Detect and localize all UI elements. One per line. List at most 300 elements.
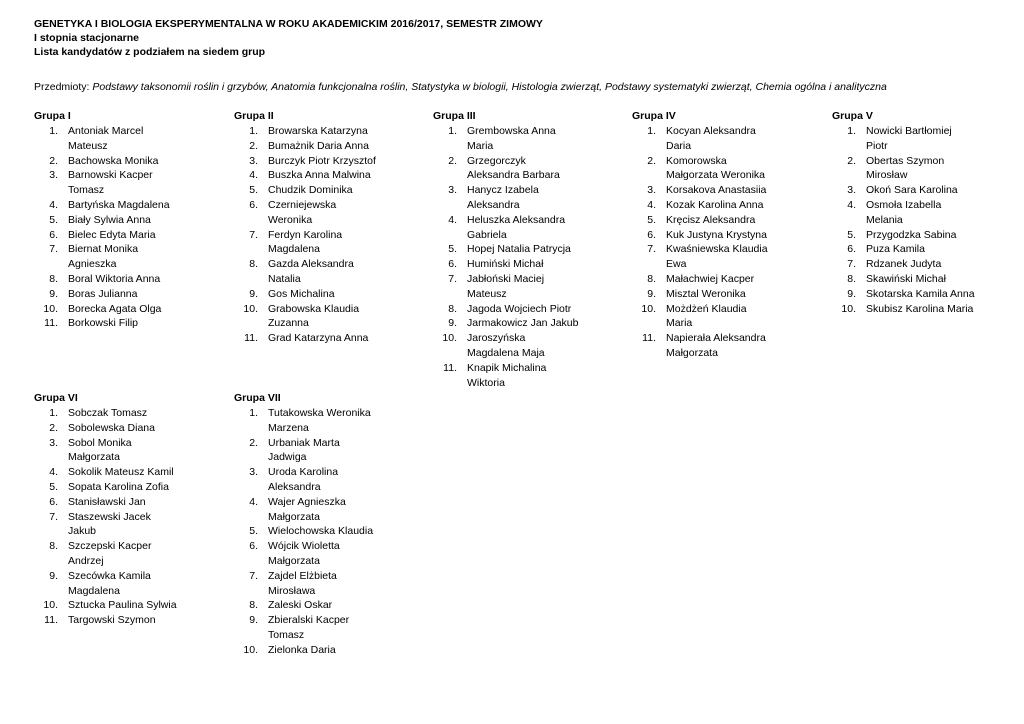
item-number: 1. [49, 125, 58, 137]
item-number: 1. [249, 125, 258, 137]
name-line-1: Skawiński Michał [866, 272, 946, 285]
name-line-1: Kwaśniewska Klaudia [666, 243, 768, 256]
name-line-1: Małachwiej Kacper [666, 272, 755, 285]
student-name [68, 168, 186, 198]
student-name [268, 495, 386, 525]
name-line-1: Sopata Karolina Zofia [68, 480, 169, 493]
item-number: 6. [49, 495, 58, 508]
item-number: 9. [448, 317, 457, 330]
name-line-2: Jadwiga [268, 451, 307, 464]
list-item [234, 139, 386, 154]
name-line-2: Andrzej [68, 554, 104, 567]
group-member-list [632, 124, 784, 361]
list-item [234, 569, 386, 599]
item-number: 7. [249, 228, 258, 241]
list-item [832, 198, 984, 228]
group-title: Grupa III [433, 110, 476, 122]
item-number: 6. [448, 258, 457, 271]
name-line-2: Magdalena [268, 243, 320, 256]
name-line-1: Gazda Aleksandra [268, 258, 354, 271]
list-item [433, 302, 585, 317]
item-number: 8. [448, 302, 457, 315]
student-name [268, 406, 386, 436]
name-line-2: Mateusz [68, 139, 108, 152]
name-line-1: Puza Kamila [866, 243, 925, 256]
item-number: 5. [847, 228, 856, 241]
item-number: 9. [847, 287, 856, 300]
student-name [268, 257, 386, 287]
name-line-1: Bartyńska Magdalena [68, 198, 170, 211]
item-number: 3. [647, 184, 656, 197]
name-line-1: Komorowska [666, 154, 727, 167]
item-number: 10. [43, 302, 58, 315]
name-line-1: Grabowska Klaudia [268, 302, 360, 315]
item-number: 4. [49, 466, 58, 479]
group-3 [433, 109, 585, 390]
item-number: 8. [847, 272, 856, 285]
student-name [666, 198, 784, 213]
name-line-1: Uroda Karolina [268, 466, 339, 479]
item-number: 6. [647, 228, 656, 241]
list-item [234, 183, 386, 198]
name-line-1: Hanycz Izabela [467, 184, 539, 197]
item-number: 5. [249, 525, 258, 538]
list-item [234, 598, 386, 613]
student-name [268, 302, 386, 332]
item-number: 7. [49, 243, 58, 256]
student-name [268, 331, 386, 346]
name-line-2: Tomasz [68, 184, 105, 197]
name-line-1: Kozak Karolina Anna [666, 198, 764, 211]
name-line-1: Szecówka Kamila [68, 569, 151, 582]
student-name [866, 302, 984, 317]
name-line-1: Bachowska Monika [68, 154, 159, 167]
name-line-1: Bielec Edyta Maria [68, 228, 156, 241]
list-item [433, 331, 585, 361]
name-line-1: Zajdel Elżbieta [268, 569, 337, 582]
item-number: 3. [847, 184, 856, 197]
name-line-1: Możdżeń Klaudia [666, 302, 747, 315]
student-name [268, 436, 386, 466]
item-number: 2. [847, 154, 856, 167]
list-item [34, 465, 186, 480]
name-line-1: Napierała Aleksandra [666, 332, 766, 345]
list-item [632, 302, 784, 332]
group-2 [234, 109, 386, 346]
group-member-list [34, 124, 186, 331]
item-number: 9. [647, 287, 656, 300]
name-line-2: Małgorzata Weronika [666, 169, 766, 182]
student-name [68, 539, 186, 569]
name-line-2: Melania [866, 213, 903, 226]
name-line-2: Małgorzata [68, 451, 120, 464]
group-6 [34, 391, 186, 628]
student-name [68, 242, 186, 272]
student-name [467, 331, 585, 361]
list-item [34, 228, 186, 243]
list-item [433, 257, 585, 272]
list-item [632, 124, 784, 154]
name-line-1: Przygodzka Sabina [866, 228, 957, 241]
student-name [68, 198, 186, 213]
name-line-1: Wójcik Wioletta [268, 540, 340, 553]
group-title: Grupa V [832, 110, 873, 122]
list-item [632, 198, 784, 213]
list-item [832, 287, 984, 302]
item-number: 6. [249, 540, 258, 553]
list-item [832, 124, 984, 154]
name-line-1: Kręcisz Aleksandra [666, 213, 756, 226]
item-number: 11. [44, 614, 58, 627]
name-line-2: Daria [666, 139, 692, 152]
list-item [832, 228, 984, 243]
name-line-1: Skotarska Kamila Anna [866, 287, 975, 300]
name-line-1: Rdzanek Judyta [866, 258, 942, 271]
item-number: 7. [249, 569, 258, 582]
list-item [34, 495, 186, 510]
item-number: 4. [249, 169, 258, 182]
student-name [268, 465, 386, 495]
student-name [666, 272, 784, 287]
item-number: 4. [448, 213, 457, 226]
list-item [234, 287, 386, 302]
student-name [68, 406, 186, 421]
name-line-1: Kocyan Aleksandra [666, 125, 756, 137]
list-item [832, 154, 984, 184]
name-line-1: Sobol Monika [68, 436, 132, 449]
student-name [866, 242, 984, 257]
list-item [34, 272, 186, 287]
list-item [234, 643, 386, 658]
item-number: 8. [249, 599, 258, 612]
name-line-2: Mirosława [268, 584, 316, 597]
item-number: 6. [49, 228, 58, 241]
list-item [34, 302, 186, 317]
student-name [866, 257, 984, 272]
group-member-list [34, 406, 186, 628]
name-line-2: Weronika [268, 213, 313, 226]
group-4 [632, 109, 784, 361]
name-line-1: Jarmakowicz Jan Jakub [467, 317, 579, 330]
name-line-2: Magdalena Maja [467, 346, 545, 359]
student-name [68, 302, 186, 317]
name-line-2: Maria [467, 139, 494, 152]
item-number: 1. [49, 407, 58, 419]
student-name [268, 168, 386, 183]
student-name [268, 183, 386, 198]
item-number: 10. [43, 599, 58, 612]
list-item [632, 331, 784, 361]
list-item [234, 436, 386, 466]
name-line-1: Wajer Agnieszka [268, 495, 346, 508]
name-line-1: Grembowska Anna [467, 125, 556, 137]
name-line-1: Hopej Natalia Patrycja [467, 243, 571, 256]
list-item [34, 406, 186, 421]
item-number: 8. [249, 258, 258, 271]
name-line-1: Czerniejewska [268, 198, 337, 211]
student-name [68, 421, 186, 436]
item-number: 9. [49, 287, 58, 300]
list-item [34, 316, 186, 331]
item-number: 11. [642, 332, 656, 345]
name-line-2: Natalia [268, 272, 301, 285]
item-number: 2. [448, 154, 457, 167]
student-name [467, 316, 585, 331]
name-line-2: Małgorzata [666, 346, 718, 359]
student-name [467, 154, 585, 184]
group-title: Grupa VII [234, 392, 281, 404]
name-line-1: Targowski Szymon [68, 614, 156, 627]
subjects-list: Podstawy taksonomii roślin i grzybów, Anatomia funkcjonalna roślin, Statystyka w biologii, Histologia zwierząt, Podstawy systematyki zwierząt, Chemia ogólna i analityczna [92, 81, 887, 93]
item-number: 5. [647, 213, 656, 226]
list-item [34, 598, 186, 613]
list-title: Lista kandydatów z podziałem na siedem grup [34, 46, 266, 58]
name-line-2: Agnieszka [68, 258, 117, 271]
item-number: 5. [448, 243, 457, 256]
name-line-1: Misztal Weronika [666, 287, 746, 300]
student-name [666, 183, 784, 198]
name-line-1: Zbieralski Kacper [268, 614, 350, 627]
list-item [832, 242, 984, 257]
subjects-label: Przedmioty: [34, 81, 90, 93]
name-line-1: Barnowski Kacper [68, 169, 153, 182]
student-name [68, 510, 186, 540]
student-name [68, 124, 186, 154]
name-line-1: Burczyk Piotr Krzysztof [268, 154, 376, 167]
item-number: 10. [841, 302, 856, 315]
student-name [68, 569, 186, 599]
name-line-1: Jabłoński Maciej [467, 272, 545, 285]
student-name [268, 139, 386, 154]
name-line-2: Małgorzata [268, 554, 320, 567]
student-name [68, 436, 186, 466]
name-line-1: Sztucka Paulina Sylwia [68, 599, 177, 612]
student-name [68, 287, 186, 302]
student-name [68, 465, 186, 480]
student-name [467, 272, 585, 302]
name-line-1: Sobczak Tomasz [68, 407, 148, 419]
student-name [268, 598, 386, 613]
student-name [268, 539, 386, 569]
list-item [234, 331, 386, 346]
student-name [268, 154, 386, 169]
student-name [666, 302, 784, 332]
name-line-1: Szczepski Kacper [68, 540, 152, 553]
list-item [632, 242, 784, 272]
name-line-2: Zuzanna [268, 317, 309, 330]
list-item [34, 436, 186, 466]
item-number: 5. [49, 213, 58, 226]
item-number: 10. [641, 302, 656, 315]
name-line-1: Skubisz Karolina Maria [866, 302, 974, 315]
student-name [268, 613, 386, 643]
list-item [832, 302, 984, 317]
item-number: 7. [847, 258, 856, 271]
student-name [68, 495, 186, 510]
name-line-1: Jaroszyńska [467, 332, 526, 345]
list-item [234, 124, 386, 139]
item-number: 3. [249, 466, 258, 479]
list-item [632, 183, 784, 198]
student-name [866, 272, 984, 287]
group-title: Grupa II [234, 110, 274, 122]
item-number: 2. [249, 436, 258, 449]
item-number: 7. [448, 272, 457, 285]
item-number: 4. [847, 198, 856, 211]
list-item [433, 316, 585, 331]
student-name [268, 124, 386, 139]
item-number: 1. [448, 125, 457, 137]
list-item [433, 154, 585, 184]
name-line-1: Antoniak Marcel [68, 125, 144, 137]
name-line-1: Staszewski Jacek [68, 510, 151, 523]
list-item [34, 213, 186, 228]
name-line-2: Mirosław [866, 169, 908, 182]
student-name [467, 361, 585, 391]
item-number: 11. [443, 361, 457, 374]
name-line-1: Biernat Monika [68, 243, 139, 256]
name-line-1: Buszka Anna Malwina [268, 169, 371, 182]
name-line-1: Borkowski Filip [68, 317, 139, 330]
name-line-1: Biały Sylwia Anna [68, 213, 151, 226]
name-line-2: Małgorzata [268, 510, 320, 523]
student-name [68, 272, 186, 287]
student-name [666, 124, 784, 154]
item-number: 8. [49, 272, 58, 285]
group-7 [234, 391, 386, 658]
name-line-1: Knapik Michalina [467, 361, 547, 374]
name-line-2: Mateusz [467, 287, 507, 300]
name-line-1: Boral Wiktoria Anna [68, 272, 161, 285]
student-name [467, 213, 585, 243]
student-name [467, 183, 585, 213]
list-item [34, 480, 186, 495]
student-name [866, 287, 984, 302]
item-number: 4. [249, 495, 258, 508]
name-line-1: Grad Katarzyna Anna [268, 332, 369, 345]
list-item [34, 168, 186, 198]
list-item [34, 510, 186, 540]
student-name [467, 124, 585, 154]
list-item [433, 242, 585, 257]
list-item [234, 524, 386, 539]
name-line-1: Korsakova Anastasiia [666, 184, 767, 197]
name-line-1: Borecka Agata Olga [68, 302, 162, 315]
item-number: 2. [49, 154, 58, 167]
item-number: 1. [249, 407, 258, 419]
item-number: 6. [249, 198, 258, 211]
study-level: I stopnia stacjonarne [34, 32, 140, 44]
item-number: 5. [49, 480, 58, 493]
list-item [632, 272, 784, 287]
name-line-1: Urbaniak Marta [268, 436, 340, 449]
list-item [632, 154, 784, 184]
list-item [234, 154, 386, 169]
item-number: 4. [647, 198, 656, 211]
item-number: 8. [49, 540, 58, 553]
student-name [467, 242, 585, 257]
student-name [268, 228, 386, 258]
name-line-2: Marzena [268, 421, 309, 434]
item-number: 11. [244, 332, 258, 345]
list-item [34, 198, 186, 213]
item-number: 11. [44, 317, 58, 330]
name-line-1: Heluszka Aleksandra [467, 213, 566, 226]
list-item [234, 228, 386, 258]
name-line-1: Boras Julianna [68, 287, 138, 300]
group-5 [832, 109, 984, 316]
item-number: 4. [49, 198, 58, 211]
student-name [68, 598, 186, 613]
name-line-1: Okoń Sara Karolina [866, 184, 958, 197]
name-line-1: Obertas Szymon [866, 154, 945, 167]
list-item [34, 242, 186, 272]
student-name [666, 242, 784, 272]
name-line-1: Gos Michalina [268, 287, 335, 300]
name-line-2: Aleksandra [467, 198, 520, 211]
list-item [234, 198, 386, 228]
list-item [234, 465, 386, 495]
name-line-1: Tutakowska Weronika [268, 407, 371, 419]
item-number: 9. [249, 614, 258, 627]
name-line-1: Osmoła Izabella [866, 198, 942, 211]
student-name [866, 198, 984, 228]
item-number: 1. [647, 125, 656, 137]
list-item [234, 302, 386, 332]
list-item [632, 287, 784, 302]
name-line-1: Chudzik Dominika [268, 184, 353, 197]
group-member-list [234, 124, 386, 346]
student-name [68, 213, 186, 228]
student-name [268, 287, 386, 302]
name-line-1: Wielochowska Klaudia [268, 525, 374, 538]
group-title: Grupa VI [34, 392, 78, 404]
student-name [467, 302, 585, 317]
name-line-2: Ewa [666, 258, 687, 271]
name-line-2: Aleksandra [268, 480, 321, 493]
item-number: 5. [249, 184, 258, 197]
name-line-2: Jakub [68, 525, 97, 538]
list-item [832, 257, 984, 272]
item-number: 3. [49, 169, 58, 182]
list-item [234, 539, 386, 569]
list-item [433, 183, 585, 213]
name-line-2: Magdalena [68, 584, 120, 597]
list-item [234, 168, 386, 183]
list-item [234, 257, 386, 287]
student-name [666, 331, 784, 361]
group-title: Grupa IV [632, 110, 676, 122]
list-item [34, 421, 186, 436]
item-number: 9. [49, 569, 58, 582]
item-number: 2. [647, 154, 656, 167]
item-number: 7. [647, 243, 656, 256]
student-name [68, 154, 186, 169]
item-number: 7. [49, 510, 58, 523]
list-item [34, 154, 186, 169]
student-name [666, 287, 784, 302]
student-name [68, 480, 186, 495]
list-item [234, 495, 386, 525]
list-item [832, 272, 984, 287]
group-member-list [832, 124, 984, 316]
list-item [433, 361, 585, 391]
name-line-1: Zaleski Oskar [268, 599, 333, 612]
item-number: 10. [243, 643, 258, 656]
group-member-list [433, 124, 585, 390]
item-number: 3. [249, 154, 258, 167]
list-item [632, 228, 784, 243]
